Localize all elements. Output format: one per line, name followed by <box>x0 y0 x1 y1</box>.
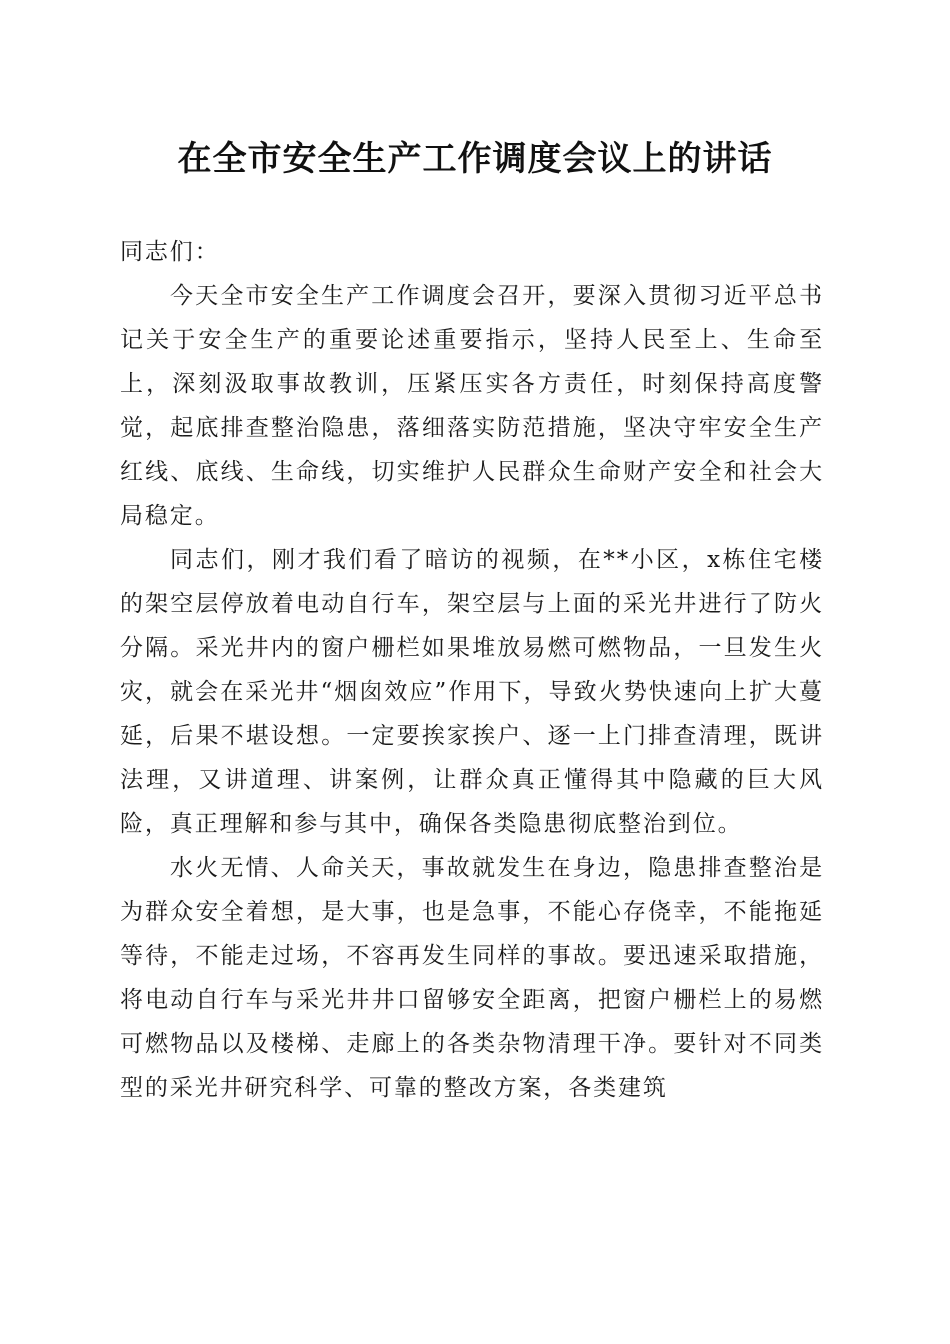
document-title: 在全市安全生产工作调度会议上的讲话 <box>177 139 773 179</box>
paragraph-2: 同志们，刚才我们看了暗访的视频，在**小区，x栋住宅楼的架空层停放着电动自行车，架空层与上面的采光井进行了防火分隔。采光井内的窗户栅栏如果堆放易燃可燃物品，一旦发生火灾，就会在采光井“烟囱效应”作用下，导致火势快速向上扩大蔓延，后果不堪设想。一定要挨家挨户、逐一上门排查清理，既讲法理，又讲道理、讲案例，让群众真正懂得其中隐藏的巨大风险，真正理解和参与其中，确保各类隐患彻底整治到位。 <box>120 547 824 837</box>
paragraph-1: 今天全市安全生产工作调度会召开，要深入贯彻习近平总书记关于安全生产的重要论述重要指示，坚持人民至上、生命至上，深刻汲取事故教训，压紧压实各方责任，时刻保持高度警觉，起底排查整治隐患，落细落实防范措施，坚决守牢安全生产红线、底线、生命线，切实维护人民群众生命财产安全和社会大局稳定。 <box>120 283 824 529</box>
paragraph-3: 水火无情、人命关天，事故就发生在身边，隐患排查整治是为群众安全着想，是大事，也是急事，不能心存侥幸，不能拖延等待，不能走过场，不容再发生同样的事故。要迅速采取措施，将电动自行车与采光井井口留够安全距离，把窗户栅栏上的易燃可燃物品以及楼梯、走廊上的各类杂物清理干净。要针对不同类型的采光井研究科学、可靠的整改方案，各类建筑 <box>120 855 824 1101</box>
document-body <box>120 230 824 1110</box>
salutation: 同志们： <box>120 239 220 265</box>
